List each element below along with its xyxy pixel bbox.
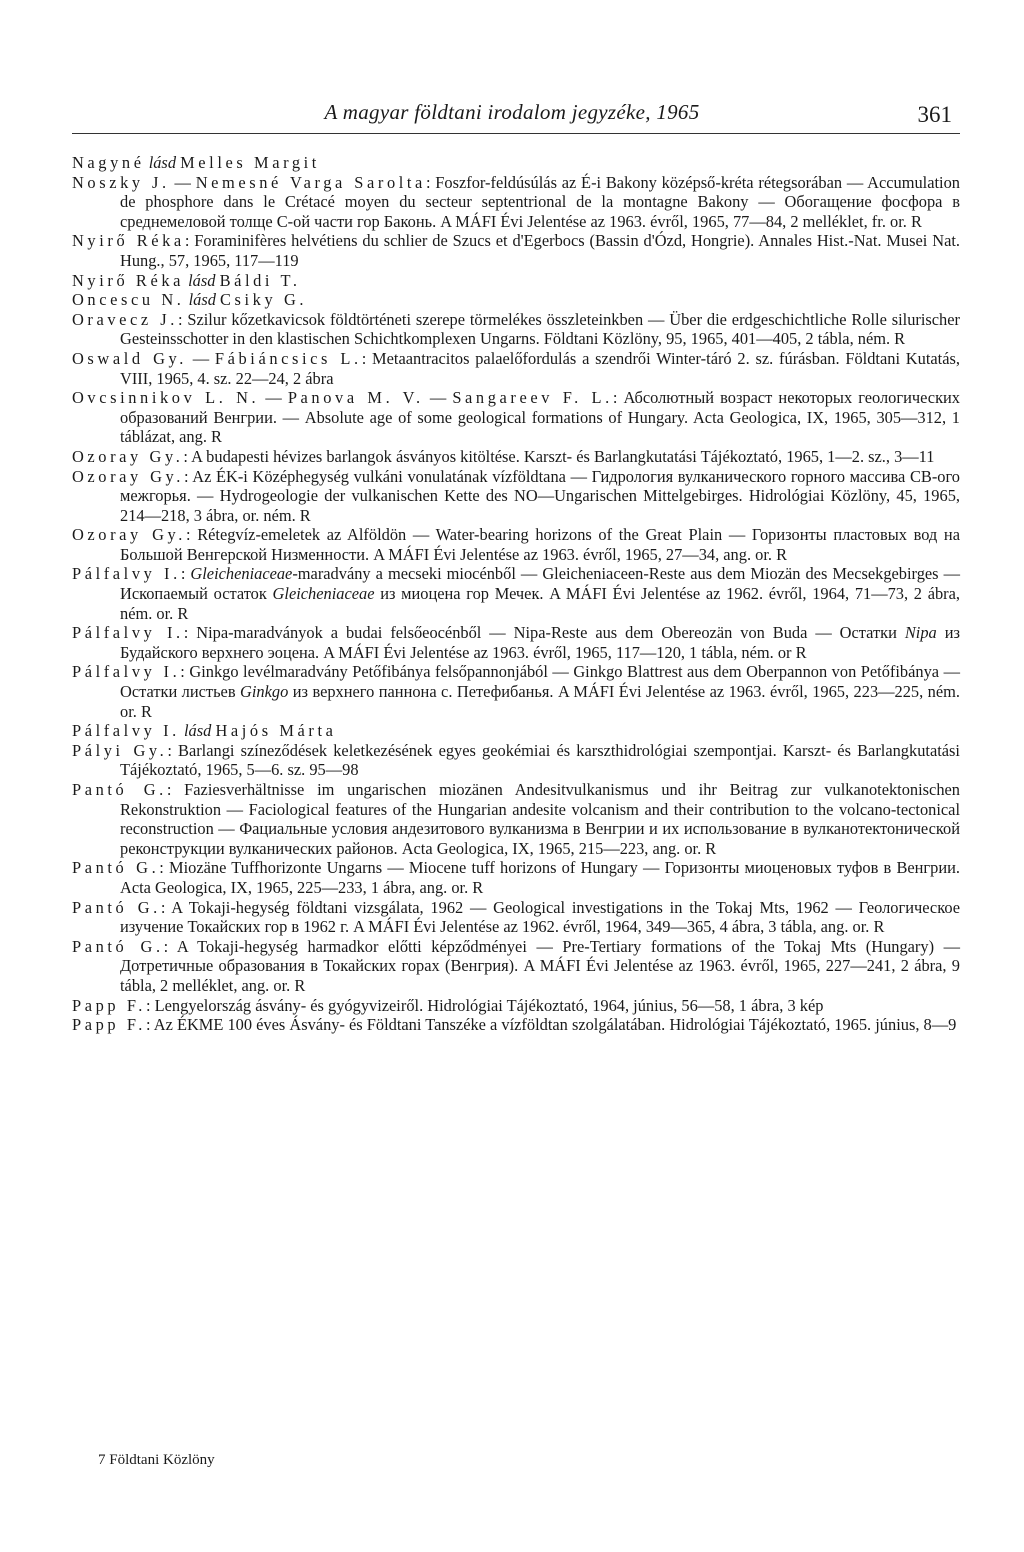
entry-italic: Nipa [904, 623, 937, 643]
running-title: A magyar földtani irodalom jegyzéke, 1965 [324, 100, 700, 124]
entry-author: Pálfalvy I. [72, 564, 181, 584]
entry-author: Nemesné Varga Sarolta [195, 172, 426, 192]
page-number: 361 [917, 102, 952, 127]
entry-text: : A budapesti hévizes barlangok ásványos kitöltése. Karszt- és Barlangkutatási Tájékoztató, 1965, 1—2. sz., 3—11 [183, 446, 935, 466]
entry-author: Csiky G. [220, 290, 308, 310]
bibliography-entry [72, 310, 960, 349]
entry-text: : Barlangi színeződések keletkezésének egyes geokémiai és karszthidrológiai szempontjai. Karszt- és Barlangkutatási Tájékoztató, 1965, 5—6. sz. 95—98 [120, 740, 960, 780]
bibliography-entry [72, 996, 960, 1016]
entry-author: Oswald Gy. [72, 348, 187, 368]
entry-author: Hajós Márta [215, 721, 337, 741]
bibliography-entry [72, 741, 960, 780]
bibliography-entry [72, 898, 960, 937]
entry-author: Pantó G. [72, 936, 164, 956]
entry-text: : Абсолютный возраст некоторых геологических образований Венгрии. — Absolute age of some geological formations of Hungary. Acta Geologica, IX, 1965, 305—312, 1 táblázat, ang. R [120, 388, 961, 447]
entry-text: : Miozäne Tuffhorizonte Ungarns — Miocene tuff horizons of Hungary — Горизонты миоценовых туфов в Венгрии. Acta Geologica, IX, 1965, 225—233, 1 ábra, ang. or. R [120, 858, 960, 897]
bibliography-entry [72, 290, 960, 310]
entry-text: : Az ÉK-i Középhegység vulkáni vonulatának vízföldtana — Гидрология вулканического горного массива СВ-ого межгорья. — Hydrogeologie der vulkanischen Kette des NO—Ungarischen Mittelgebirges. Hidrológiai Közlöny, 45, 1965, 214—218, 3 ábra, or. ném. R [120, 466, 960, 525]
bibliography-entry [72, 858, 960, 897]
entry-text: : Lengyelország ásvány- és gyógyvizeiről. Hidrológiai Tájékoztató, 1964, június, 56—58, 1 ábra, 3 kép [145, 995, 824, 1015]
entry-author: Sangareev F. L. [452, 388, 613, 408]
entry-author: Ovcsinnikov L. N. [72, 388, 260, 408]
entry-author: Pantó G. [72, 858, 160, 878]
entry-text: — [259, 388, 288, 408]
entry-text: : Foszfor-feldúsúlás az É-i Bakony középső-kréta rétegsorában — Accumulation de phosphore dans le Crétacé moyen du secteur septentrional de la montagne Bakony — Обогащение фосфора в среднемеловой толще С-ой части гор Баконь. A MÁFI Évi Jelentése az 1963. évről, 1965, 77—84, 2 melléklet, fr. or. R [120, 172, 960, 231]
entry-text: : A Tokaji-hegység harmadkor előtti képződményei — Pre-Tertiary formations of the Tokaj Mts (Hungary) — Дотретичные образования в Токайских горах (Венгрия). A MÁFI Évi Jelentése az 1963. évről, 1965, 227—241, 2 ábra, 9 tábla, 2 melléklet, ang. or. R [120, 936, 961, 995]
entry-text: из верхнего паннона с. Петефибанья. A MÁFI Évi Jelentése az 1963. évről, 1965, 223—225, ném. or. R [120, 682, 960, 721]
entry-text: : Szilur kőzetkavicsok földtörténeti szerepe törmelékes összleteinkben — Über die erdgeschichtliche Rolle silurischer Gesteinsschotter in den klastischen Schichtkomplexen Ungarns. Földtani Közlöny, 95, 1965, 401—405, 2 tábla, ném. R [120, 309, 960, 349]
bibliography-entry [72, 525, 960, 564]
entry-text: : Rétegvíz-emeletek az Alföldön — Water-bearing horizons of the Great Plain — Горизонты пластовых вод на Большой Венгерской Низменности. A MÁFI Évi Jelentése az 1963. évről, 1965, 27—34, ang. or. R [120, 525, 960, 564]
entry-text: : [180, 564, 191, 584]
entry-author: Ozoray Gy. [72, 466, 184, 486]
bibliography-entry [72, 662, 960, 721]
entry-italic: lásd [188, 270, 216, 290]
bibliography-entry [72, 467, 960, 526]
bibliography-entry [72, 780, 960, 858]
entry-author: Nyirő Réka [72, 270, 185, 290]
entry-author: Pálfalvy I. [72, 662, 181, 682]
entry-italic: lásd [184, 721, 212, 741]
entry-text: : Faziesverhältnisse im ungarischen miozänen Andesitvulkanismus und ihr Beitrag zur vulkanotektonischen Rekonstruktion — Faciological features of the Hungarian andesite volcanism and their contribution to the volcano-tectonical reconstruction — Фациальные условия андезитового вулканизма в Венгрии и их использование в вулканотектонической реконструкции вулканических районов. Acta Geologica, IX, 1965, 215—223, ang. or. R [120, 780, 960, 858]
entry-author: Noszky J. [72, 172, 170, 192]
entry-author: Pálfalvy I. [72, 623, 184, 643]
entry-author: Oncescu N. [72, 290, 185, 310]
bibliography-entry [72, 271, 960, 291]
bibliography-entry [72, 153, 960, 173]
bibliography-entry [72, 231, 960, 270]
entry-author: Oravecz J. [72, 309, 178, 329]
bibliography-entry [72, 937, 960, 996]
entry-text: — [186, 348, 215, 368]
entry-author: Ozoray Gy. [72, 446, 184, 466]
bibliography-list [72, 153, 960, 1035]
entry-italic: Gleicheniaceae [190, 564, 293, 584]
entry-text: — [169, 172, 196, 192]
entry-author: Pantó G. [72, 897, 161, 917]
header-rule [72, 133, 960, 134]
entry-text: : Foraminifères helvétiens du schlier de Szucs et d'Egerbocs (Bassin d'Ózd, Hongrie). Annales Hist.-Nat. Musei Nat. Hung., 57, 1965, 117—119 [120, 231, 961, 270]
sheet-signature: 7 Földtani Közlöny [98, 1452, 215, 1468]
entry-italic: lásd [148, 153, 177, 172]
entry-author: Panova M. V. [287, 388, 424, 408]
entry-text: — [423, 388, 453, 408]
entry-text: : A Tokaji-hegység földtani vizsgálata, 1962 — Geological investigations in the Tokaj Mts, 1962 — Геологическое изучение Токайских гор в 1962 г. A MÁFI Évi Jelentése az 1962. évről, 1964, 349—365, 4 ábra, 3 tábla, ang. or. R [120, 897, 961, 937]
bibliography-entry [72, 388, 960, 447]
entry-italic: Ginkgo [240, 682, 289, 702]
entry-text: -maradvány a mecseki miocénből — Gleicheniaceen-Reste aus dem Miozän des Mecsekgebirges — Ископаемый остаток [120, 564, 960, 604]
entry-author: Pantó G. [72, 780, 167, 799]
entry-author: Pálfalvy I. [72, 721, 180, 741]
entry-author: Melles Margit [180, 153, 320, 172]
entry-text: : Nipa-maradványok a budai felsőeocénből — Nipa-Reste aus dem Obereozän von Buda — Остатки [183, 623, 905, 643]
entry-text: из миоцена гор Мечек. A MÁFI Évi Jelentése az 1962. évről, 1964, 71—73, 2 ábra, ném. or. R [120, 584, 961, 623]
entry-text: : Az ÉKME 100 éves Ásvány- és Földtani Tanszéke a vízföldtan szolgálatában. Hidrológiai Tájékoztató, 1965. június, 8—9 [145, 1015, 957, 1035]
running-header [72, 100, 952, 132]
bibliography-entry [72, 623, 960, 662]
entry-italic: Gleicheniaceae [272, 584, 375, 604]
bibliography-entry [72, 349, 960, 388]
entry-author: Papp F. [72, 1015, 146, 1035]
bibliography-entry [72, 721, 960, 741]
entry-author: Báldi T. [219, 270, 301, 290]
entry-text: : Metaantracitos palaelőfordulás a szendrői Winter-táró 2. sz. fúrásban. Földtani Kutatás, VIII, 1965, 4. sz. 22—24, 2 ábra [120, 348, 960, 388]
entry-author: Papp F. [72, 995, 146, 1015]
bibliography-entry [72, 173, 960, 232]
entry-author: Ozoray Gy. [72, 525, 186, 545]
entry-text: : Ginkgo levélmaradvány Petőfibánya felsőpannonjából — Ginkgo Blattrest aus dem Oberpannon von Petőfibánya — Остатки листьев [120, 662, 960, 702]
entry-text: из Будайского верхнего эоцена. A MÁFI Évi Jelentése az 1963. évről, 1965, 117—120, 1 tábla, ném. or R [120, 623, 960, 662]
entry-author: Fábiáncsics L. [214, 348, 362, 368]
entry-author: Nagyné [72, 153, 145, 172]
entry-author: Pályi Gy. [72, 740, 168, 760]
bibliography-entry [72, 564, 960, 623]
entry-italic: lásd [188, 290, 216, 310]
entry-author: Nyirő Réka [72, 231, 185, 251]
bibliography-entry [72, 1015, 960, 1035]
bibliography-entry [72, 447, 960, 467]
